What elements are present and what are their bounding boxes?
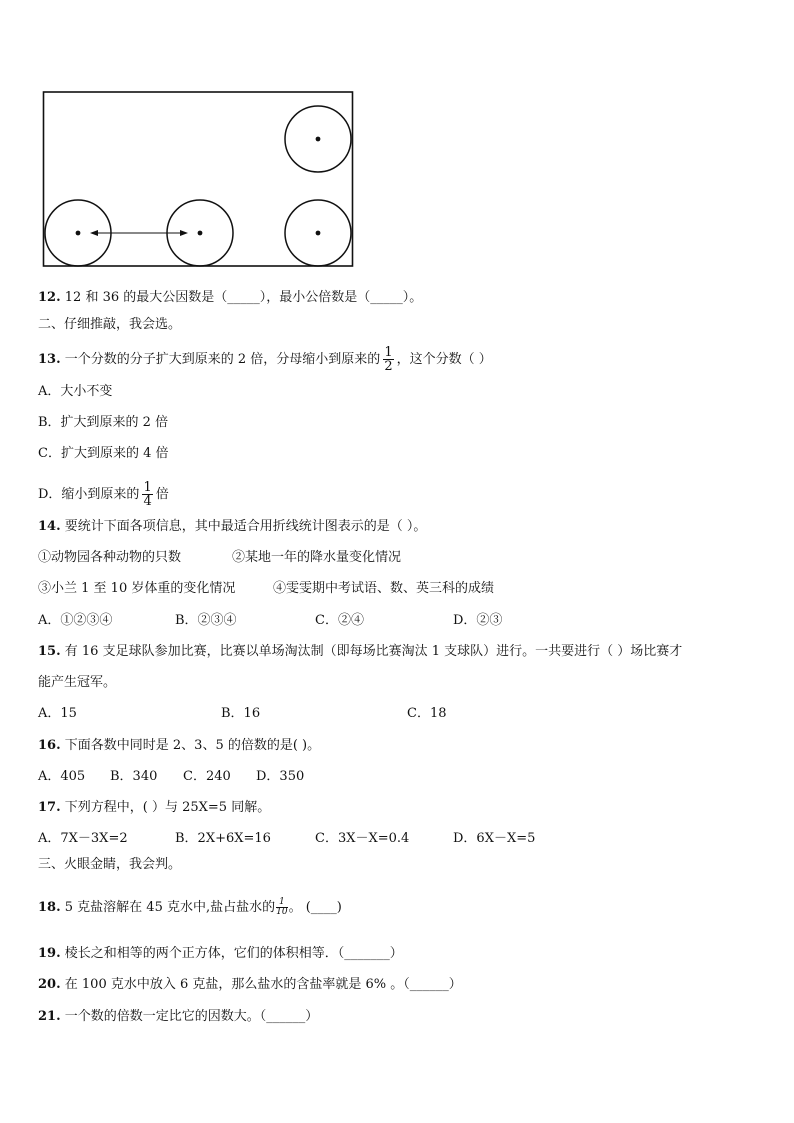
option-d [38,481,169,508]
section-3-heading: 三、火眼金睛，我会判。 [38,857,182,872]
option-a: A．大小不变 [38,384,113,399]
numerator: 1 [276,898,287,908]
question-text-tail: 。 (____) [288,900,342,915]
question-20 [38,976,462,994]
question-number: 16. [38,738,61,753]
question-text: 有 16 支足球队参加比赛，比赛以单场淘汰制（即每场比赛淘汰 1 支球队）进行。一共要进行（ ）场比赛才 [64,644,683,659]
question-17 [38,799,270,817]
option-b: B．扩大到原来的 2 倍 [38,415,169,430]
question-number: 14. [38,519,61,534]
question-21 [38,1008,318,1026]
option-d: D．6X－X=5 [453,831,536,846]
question-15 [38,643,682,661]
question-number: 19. [38,946,61,961]
option-b: B．340 [110,769,158,784]
question-19 [38,945,403,963]
option-a: A．7X－3X=2 [38,831,128,846]
question-number: 12. [38,290,61,305]
option-text: D．缩小到原来的 [38,487,140,502]
option-c: C．3X－X=0.4 [315,831,410,846]
section-2-heading: 二、仔细推敲，我会选。 [38,317,182,332]
question-text: 一个数的倍数一定比它的因数大。（______） [64,1009,319,1024]
question-13 [38,346,492,373]
question-text: 12 和 36 的最大公因数是（_____），最小公倍数是（_____）。 [64,290,423,305]
option-text-tail: 倍 [155,487,169,502]
circle-bottom-right [285,200,351,266]
question-number: 13. [38,352,61,367]
item-2: ②某地一年的降水量变化情况 [232,550,402,565]
question-15-continued: 能产生冠军。 [38,675,117,690]
numerator: 1 [384,345,393,360]
numerator: 1 [143,480,152,495]
question-14 [38,518,426,536]
item-4: ④雯雯期中考试语、数、英三科的成绩 [273,581,495,596]
question-number: 20. [38,977,61,992]
option-a: A．405 [38,769,86,784]
option-c: C．18 [407,706,447,721]
option-d: D．350 [256,769,305,784]
option-c: C．扩大到原来的 4 倍 [38,446,169,461]
circle-diagram [42,90,356,270]
question-number: 15. [38,644,61,659]
question-text: 下列方程中，( ）与 25X=5 同解。 [64,800,271,815]
question-text: 5 克盐溶解在 45 克水中,盐占盐水的 [64,900,276,915]
denominator: 2 [384,359,393,374]
denominator: 4 [143,494,152,509]
fraction [276,898,287,917]
question-number: 21. [38,1009,61,1024]
option-c: C．240 [183,769,231,784]
question-number: 18. [38,900,61,915]
circle-top-right [285,106,351,172]
denominator: 10 [276,907,288,917]
question-text: 棱长之和相等的两个正方体，它们的体积相等．（_______） [64,946,403,961]
option-d: D．②③ [453,613,503,628]
option-a: A．15 [38,706,77,721]
option-b: B．2X+6X=16 [175,831,271,846]
option-b: B．②③④ [175,613,237,628]
question-text: 一个分数的分子扩大到原来的 2 倍，分母缩小到原来的 [64,352,381,367]
question-12 [38,289,422,307]
question-16 [38,737,320,755]
question-text: 要统计下面各项信息，其中最适合用折线统计图表示的是（ ）。 [64,519,427,534]
question-text-tail: ，这个分数（ ） [396,352,492,367]
option-a: A．①②③④ [38,613,113,628]
fraction [142,481,152,508]
option-c: C．②④ [315,613,364,628]
option-b: B．16 [221,706,261,721]
question-text: 下面各数中同时是 2、3、5 的倍数的是( )。 [64,738,321,753]
question-text: 在 100 克水中放入 6 克盐，那么盐水的含盐率就是 6% 。（______） [64,977,462,992]
item-1: ①动物园各种动物的只数 [38,550,182,565]
fraction [383,346,393,373]
question-18 [38,898,342,917]
diagram-frame [44,92,353,266]
double-arrow [90,230,188,236]
question-number: 17. [38,800,61,815]
item-3: ③小兰 1 至 10 岁体重的变化情况 [38,581,236,596]
